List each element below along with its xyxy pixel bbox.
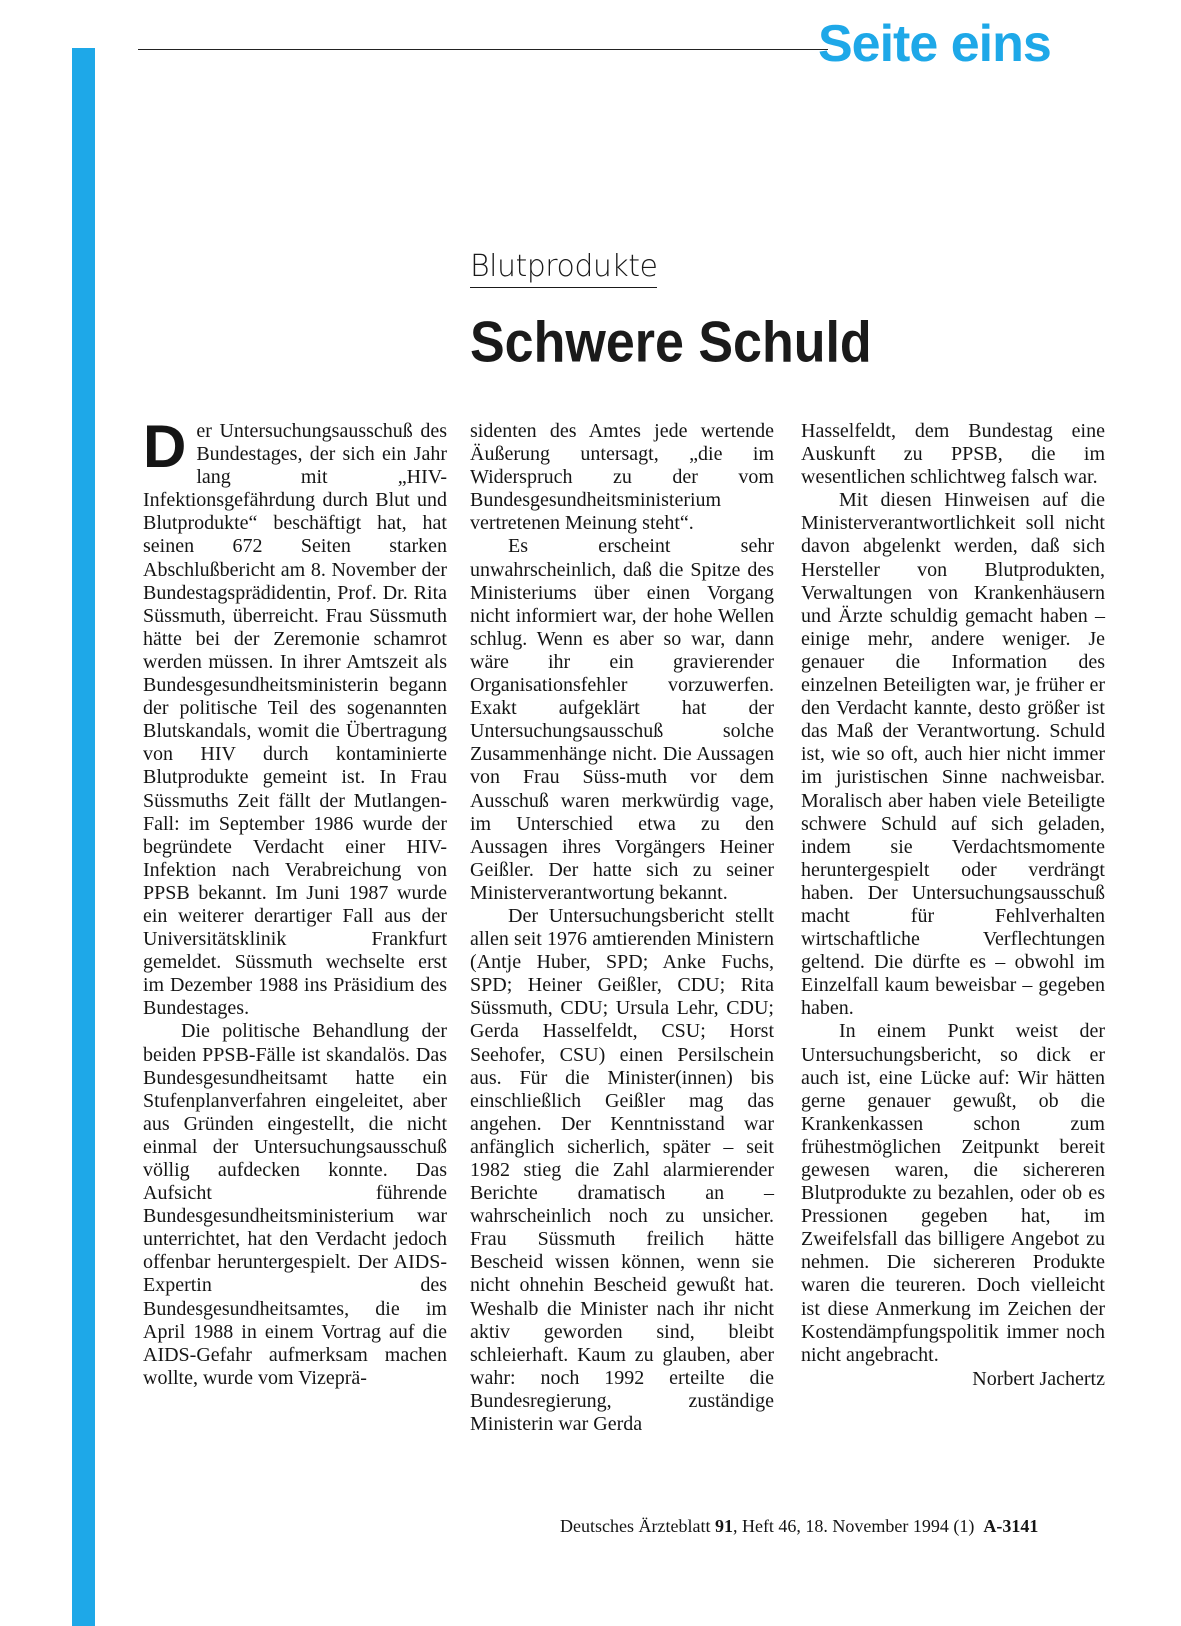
section-title: Seite eins [818, 15, 1051, 73]
article-column-1 [143, 413, 447, 1390]
paragraph: Mit diesen Hinweisen auf die Ministerverantwortlichkeit soll nicht davon abgelenkt werden, daß sich Hersteller von Blutprodukten, Verwaltungen von Krankenhäusern und Ärzte schuldig gemacht haben – einige mehr, andere weniger. Je genauer die Information des einzelnen Beteiligten war, je früher er den Verdacht kannte, desto größer ist das Maß der Verantwortung. Schuld ist, wie so oft, auch hier nicht immer im juristischen Sinne nachweisbar. Moralisch aber haben viele Beteiligte schwere Schuld auf sich geladen, indem sie Verdachtsmomente heruntergespielt oder verdrängt haben. Der Untersuchungsausschuß macht für Fehlverhalten wirtschaftliche Verflechtungen geltend. Die dürfte es – obwohl im Einzelfall kaum beweisbar – gegeben haben. [801, 489, 1105, 1020]
article-headline: Schwere Schuld [470, 311, 872, 375]
header-rule [138, 49, 828, 50]
journal-volume: 91 [714, 1516, 733, 1536]
paragraph-text: er Untersuchungsausschuß des Bundestages, der sich ein Jahr lang mit „HIV-Infektionsgefährdung durch Blut und Blutprodukte“ beschäftigt hat, hat seinen 672 Seiten starken Abschlußbericht am 8. November der Bundestagsprädidentin, Prof. Dr. Rita Süssmuth, überreicht. Frau Süssmuth hätte bei der Zeremonie schamrot werden müssen. In ihrer Amtszeit als Bundesgesundheitsministerin begann der politische Teil des sogenannten Blutskandals, womit die Übertragung von HIV durch kontaminierte Blutprodukte gemeint ist. In Frau Süssmuths Zeit fällt der Mutlangen-Fall: im September 1986 wurde der begründete Verdacht einer HIV-Infektion nach Verabreichung von PPSB bekannt. Im Juni 1987 wurde ein weiterer derartiger Fall aus der Universitätsklinik Frankfurt gemeldet. Süssmuth wechselte erst im Dezember 1988 ins Präsidium des Bundestages. [143, 420, 447, 1020]
blue-margin-stripe [72, 48, 95, 1626]
paragraph [143, 413, 447, 1020]
drop-cap: D [143, 413, 187, 480]
paragraph: Hasselfeldt, dem Bundestag eine Auskunft zu PPSB, die im wesentlichen schlichtweg falsch war. [801, 420, 1105, 489]
paragraph: Die politische Behandlung der beiden PPSB-Fälle ist skandalös. Das Bundesgesundheitsamt hatte ein Stufenplanverfahren eingeleitet, aber aus Gründen eingestellt, die nicht einmal der Untersuchungsausschuß völlig aufdecken konnte. Das Aufsicht führende Bundesgesundheitsministerium war unterrichtet, hat den Verdacht jedoch offenbar heruntergespielt. Der AIDS-Expertin des Bundesgesundheitsamtes, die im April 1988 in einem Vortrag auf die AIDS-Gefahr aufmerksam machen wollte, wurde vom Vizeprä- [143, 1020, 447, 1389]
page-footer [560, 1516, 1038, 1537]
paragraph: sidenten des Amtes jede wertende Äußerung untersagt, „die im Widerspruch zu der vom Bundesgesundheitsministerium vertretenen Meinung steht“. [470, 420, 774, 535]
issue-date: , Heft 46, 18. November 1994 (1) [732, 1516, 975, 1536]
article-column-2 [470, 420, 774, 1436]
article-kicker: Blutprodukte [470, 249, 657, 288]
paragraph: In einem Punkt weist der Untersuchungsbericht, so dick er auch ist, eine Lücke auf: Wir hätten gerne genauer gewußt, ob die Krankenkassen schon zum frühestmöglichen Zeitpunkt bereit gewesen waren, die sichereren Blutprodukte zu bezahlen, oder ob es Pressionen gegeben hat, im Zweifelsfall das billigere Angebot zu nehmen. Die sichereren Produkte waren die teureren. Doch vielleicht ist diese Anmerkung im Zeichen der Kostendämpfungspolitik immer noch nicht angebracht. [801, 1020, 1105, 1366]
article-column-3 [801, 420, 1105, 1391]
page-number: A-3141 [983, 1516, 1039, 1536]
author-name: Norbert Jachertz [972, 1367, 1105, 1390]
journal-name: Deutsches Ärzteblatt [560, 1516, 711, 1536]
paragraph: Der Untersuchungsbericht stellt allen seit 1976 amtierenden Ministern (Antje Huber, SPD; Anke Fuchs, SPD; Heiner Geißler, CDU; Rita Süssmuth, CDU; Ursula Lehr, CDU; Gerda Hasselfeldt, CSU; Horst Seehofer, CSU) einen Persilschein aus. Für die Minister(innen) bis einschließlich Geißler mag das angehen. Der Kenntnisstand war anfänglich sicherlich, später – seit 1982 stieg die Zahl alarmierender Berichte dramatisch an – wahrscheinlich noch zu unsicher. Frau Süssmuth freilich hätte Bescheid wissen können, wenn sie nicht ohnehin Bescheid gewußt hat. Weshalb die Minister nach ihr nicht aktiv geworden sind, bleibt schleierhaft. Kaum zu glauben, aber wahr: noch 1992 erteilte die Bundesregierung, zuständige Ministerin war Gerda [470, 904, 774, 1436]
paragraph: Es erscheint sehr unwahrscheinlich, daß die Spitze des Ministeriums über einen Vorgang nicht informiert war, der hohe Wellen schlug. Wenn es aber so war, dann wäre ihr ein gravierender Organisationsfehler vorzuwerfen. Exakt aufgeklärt hat der Untersuchungsausschuß solche Zusammenhänge nicht. Die Aussagen von Frau Süss-muth vor dem Ausschuß waren merkwürdig vage, im Unterschied etwa zu den Aussagen ihres Vorgängers Heiner Geißler. Der hatte sich zu seiner Ministerverantwortung bekannt. [470, 535, 774, 904]
